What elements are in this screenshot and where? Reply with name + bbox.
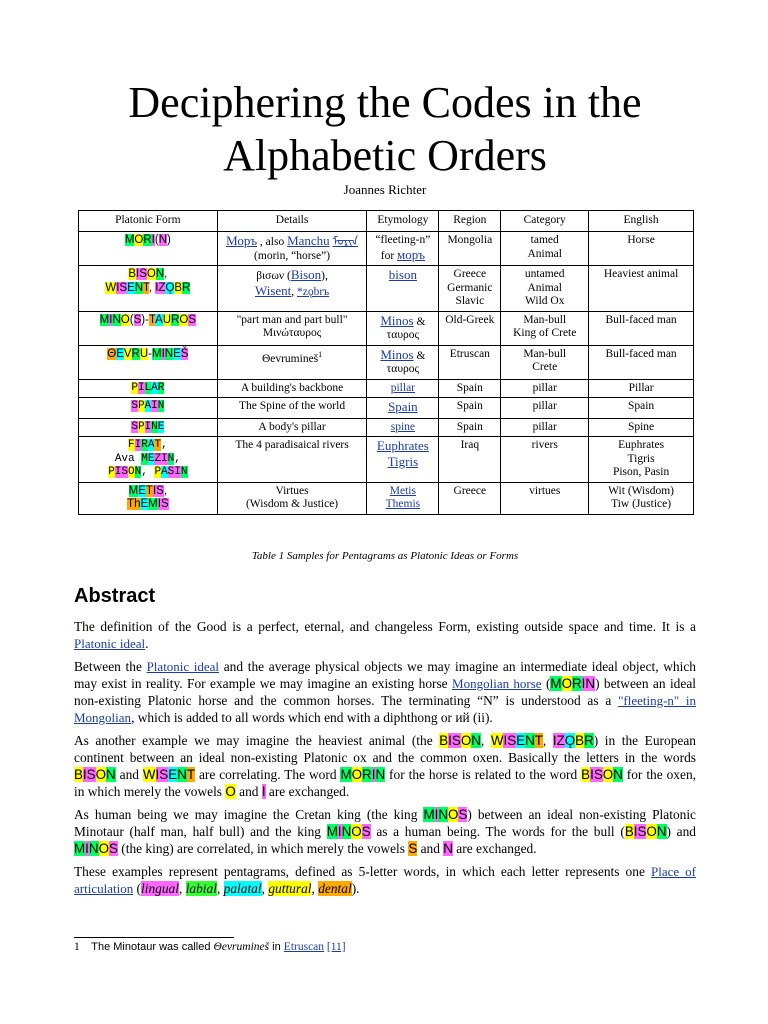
region-cell: Etruscan	[439, 345, 501, 379]
etymology-link[interactable]: Spain	[388, 399, 418, 414]
platonic-form-cell: ΘEVRU-MINEŠ	[79, 345, 218, 379]
platonic-form-cell: PILAR	[79, 379, 218, 398]
abstract-heading: Abstract	[74, 585, 156, 607]
paragraph: As another example we may imagine the heaviest animal (the BISON, WISENT, IZǪBR) in the European continent between an ideal non-existing Platonic ox and the common oxen. Basically the letters in the words BISON and WISENT are correlating. The word MORIN for the horse is related to the word BISON for the oxen, in which merely the vowels O and I are exchanged.	[74, 733, 696, 799]
table-header: Platonic Form	[79, 211, 218, 232]
table-header: English	[589, 211, 694, 232]
english-cell: Spine	[589, 418, 694, 437]
place-of-articulation-link[interactable]: Place of articulation	[74, 864, 697, 896]
table-row	[79, 345, 694, 379]
etruscan-link[interactable]: Etruscan	[283, 941, 325, 953]
details-cell: Моръ , also Manchu ᠮᠣᡵᡳᠨ (morin, “horse”)	[217, 232, 367, 266]
category-cell: pillar	[501, 379, 589, 398]
footnote-rule	[74, 937, 234, 938]
english-cell: Wit (Wisdom) Tiw (Justice)	[589, 482, 694, 514]
category-cell: tamed Animal	[501, 232, 589, 266]
table-row	[79, 232, 694, 266]
platonic-form-cell: METIS, ThEMIS	[79, 482, 218, 514]
platonic-form-cell: SPAIN	[79, 398, 218, 419]
category-cell: Man-bull King of Crete	[501, 311, 589, 345]
details-link[interactable]: *zǫbrъ	[297, 285, 330, 298]
table-row	[79, 266, 694, 312]
details-cell: "part man and part bull" Μινώταυρος	[217, 311, 367, 345]
etymology-link[interactable]: Themis	[385, 498, 421, 510]
english-cell: Bull-faced man	[589, 345, 694, 379]
table-row	[79, 418, 694, 437]
etymology-link[interactable]: pillar	[390, 381, 416, 394]
details-cell: The Spine of the world	[217, 398, 367, 419]
details-cell: A building's backbone	[217, 379, 367, 398]
english-cell: Horse	[589, 232, 694, 266]
table-header-row	[79, 211, 694, 232]
details-link[interactable]: Bison	[290, 267, 322, 282]
region-cell: Greece Germanic Slavic	[439, 266, 501, 312]
category-cell: Man-bull Crete	[501, 345, 589, 379]
table-header: Category	[501, 211, 589, 232]
etymology-link[interactable]: Tigris	[387, 453, 419, 469]
details-cell: A body's pillar	[217, 418, 367, 437]
category-cell: untamed Animal Wild Ox	[501, 266, 589, 312]
table-row	[79, 437, 694, 483]
platonic-ideal-link[interactable]: Platonic ideal	[146, 659, 220, 674]
fleeting-n-link[interactable]: "fleeting-n" in Mongolian	[74, 693, 697, 725]
table-caption: Table 1 Samples for Pentagrams as Platonic Ideas or Forms	[251, 550, 519, 562]
english-cell: Spain	[589, 398, 694, 419]
etymology-cell: “fleeting-n” for моръ	[367, 232, 439, 266]
category-cell: pillar	[501, 398, 589, 419]
etymology-link[interactable]: spine	[390, 420, 416, 433]
etymology-cell: Minos & ταυρος	[367, 345, 439, 379]
platonic-form-cell: SPINE	[79, 418, 218, 437]
paragraph: The definition of the Good is a perfect, eternal, and changeless Form, existing outside space and time. It is a Platonic ideal.	[74, 619, 696, 651]
region-cell: Spain	[439, 379, 501, 398]
platonic-form-cell: FIRAT, Ava MEZIN, PISON, PASIN	[79, 437, 218, 483]
details-link[interactable]: ᠮᠣᡵᡳᠨ	[332, 236, 359, 248]
etymology-link[interactable]: Euphrates	[376, 438, 429, 453]
details-cell: Virtues (Wisdom & Justice)	[217, 482, 367, 514]
etymology-cell	[367, 266, 439, 312]
category-cell: pillar	[501, 418, 589, 437]
english-cell: Euphrates Tigris Pison, Pasin	[589, 437, 694, 483]
platonic-form-cell: MORI(N)	[79, 232, 218, 266]
table-header: Region	[439, 211, 501, 232]
details-cell: Θevruminеš$^1$	[217, 345, 367, 379]
table-header: Details	[217, 211, 367, 232]
citation-link[interactable]: [11]	[326, 941, 346, 953]
english-cell: Heaviest animal	[589, 266, 694, 312]
details-cell: βισων (Bison), Wisent, *zǫbrъ	[217, 266, 367, 312]
region-cell: Spain	[439, 418, 501, 437]
platonic-form-cell: BISON, WISENT, IZǪBR	[79, 266, 218, 312]
region-cell: Spain	[439, 398, 501, 419]
paragraph: These examples represent pentagrams, defined as 5-letter words, in which each letter represents one Place of articulation (lingual, labial, palatal, guttural, dental).	[74, 864, 697, 896]
region-cell: Iraq	[439, 437, 501, 483]
details-cell: The 4 paradisaical rivers	[217, 437, 367, 483]
table-header: Etymology	[367, 211, 439, 232]
etymology-link[interactable]: Minos	[380, 312, 414, 328]
table-row	[79, 482, 694, 514]
abstract-body	[74, 618, 696, 903]
english-cell: Pillar	[589, 379, 694, 398]
mongolian-horse-link[interactable]: Mongolian horse	[452, 676, 542, 691]
etymology-cell	[367, 418, 439, 437]
paragraph: As human being we may imagine the Cretan king (the king MINOS) between an ideal non-existing Platonic Minotaur (half man, half bull) and the king MINOS as a human being. The words for the bull (BISON) and MINOS (the king) are correlated, in which merely the vowels S and N are exchanged.	[74, 807, 697, 856]
table-row	[79, 311, 694, 345]
etymology-link[interactable]: Minos	[380, 346, 414, 362]
etymology-cell	[367, 482, 439, 514]
table-row	[79, 398, 694, 419]
etymology-link[interactable]: моръ	[397, 246, 425, 262]
details-link[interactable]: Manchu	[287, 233, 330, 248]
page-title: Deciphering the Codes in the Alphabetic Orders	[128, 78, 642, 180]
english-cell: Bull-faced man	[589, 311, 694, 345]
category-cell: virtues	[501, 482, 589, 514]
paragraph: Between the Platonic ideal and the average physical objects we may imagine an intermediate ideal object, which may exist in reality. For example we may imagine an existing horse Mongolian horse (MORIN) between an ideal non-existing Platonic horse and the common horses. The terminating “N” is understood as a "fleeting-n" in Mongolian, which is added to all words which end with a diphthong or ий (ii).	[74, 659, 697, 725]
table-row	[79, 379, 694, 398]
footnote: 1 The Minotaur was called Θevruminеš in Etruscan [11]	[74, 941, 346, 953]
etymology-cell	[367, 379, 439, 398]
etymology-link[interactable]: bison	[388, 267, 417, 282]
region-cell: Greece	[439, 482, 501, 514]
platonic-ideal-link[interactable]: Platonic ideal	[74, 636, 146, 651]
etymology-cell: Minos & ταυρος	[367, 311, 439, 345]
etymology-cell	[367, 398, 439, 419]
region-cell: Old-Greek	[439, 311, 501, 345]
platonic-forms-table	[78, 210, 694, 515]
details-link[interactable]: Моръ	[226, 233, 258, 248]
details-link[interactable]: Wisent	[254, 282, 292, 298]
etymology-link[interactable]: Metis	[389, 484, 416, 497]
platonic-form-cell: MINO(S)-TAUROS	[79, 311, 218, 345]
author: Joannes Richter	[343, 182, 427, 197]
category-cell: rivers	[501, 437, 589, 483]
etymology-cell	[367, 437, 439, 483]
region-cell: Mongolia	[439, 232, 501, 266]
